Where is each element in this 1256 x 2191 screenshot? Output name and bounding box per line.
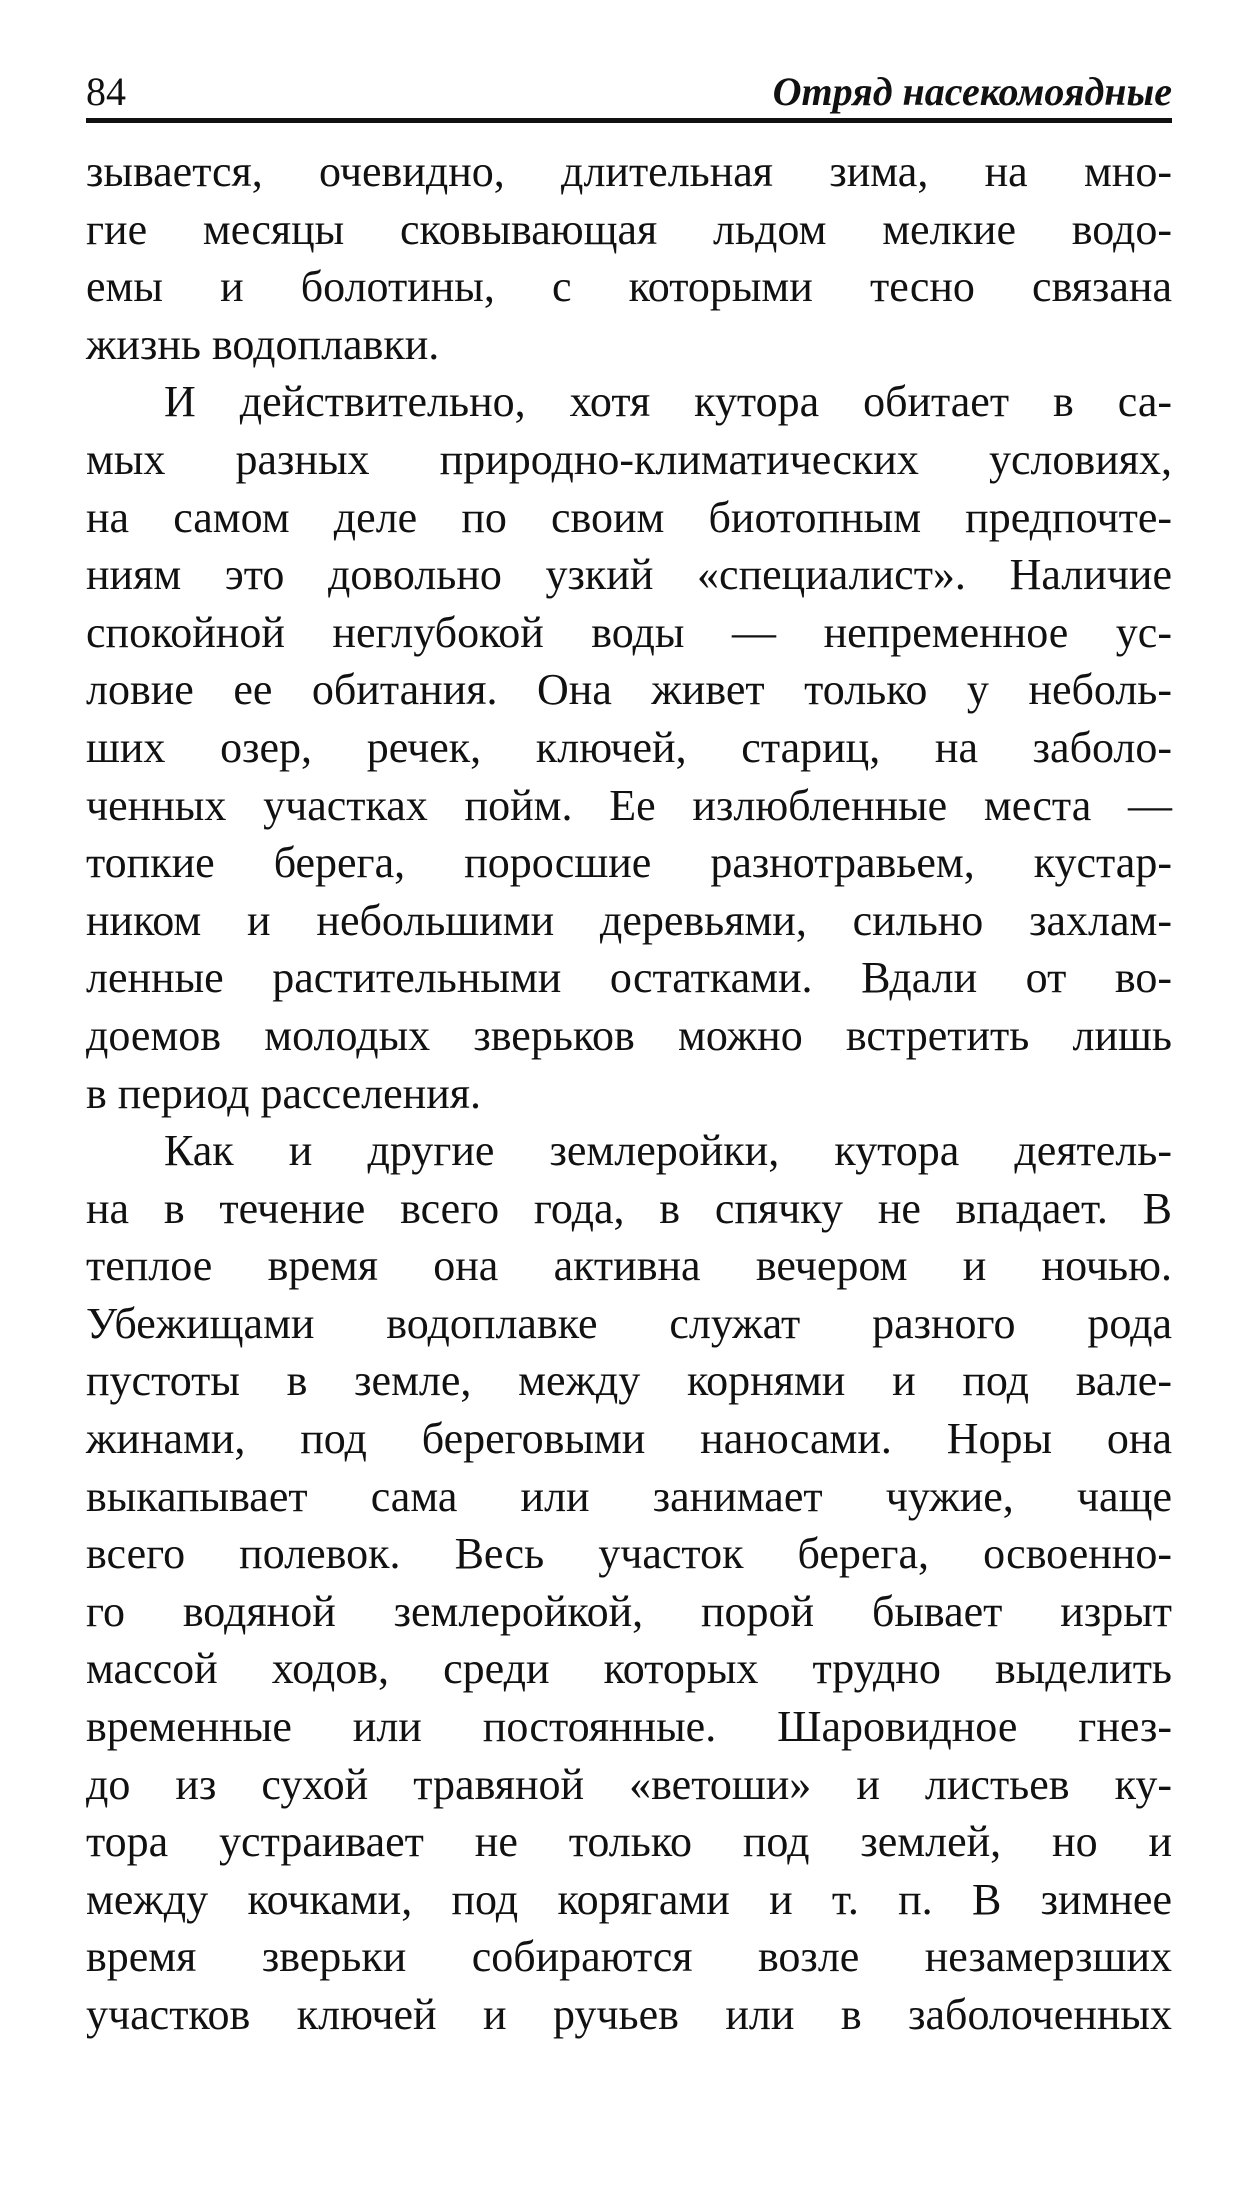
text-line: И действительно, хотя кутора обитает в са- — [164, 377, 1172, 427]
text-line: го водяной землеройкой, порой бывает изрыт — [86, 1586, 1172, 1636]
text-line: ниям это довольно узкий «специалист». Наличие — [86, 550, 1172, 600]
running-header — [86, 60, 1172, 123]
paragraph — [86, 143, 1172, 373]
text-line: емы и болотины, с которыми тесно связана — [86, 262, 1172, 312]
text-line: Как и другие землеройки, кутора деятель- — [164, 1126, 1172, 1176]
text-line: в период расселения. — [86, 1068, 481, 1118]
text-line: жинами, под береговыми наносами. Норы она — [86, 1414, 1172, 1464]
text-line: между кочками, под корягами и т. п. В зимнее — [86, 1874, 1172, 1924]
paragraph — [86, 373, 1172, 1122]
text-line: теплое время она активна вечером и ночью. — [86, 1241, 1172, 1291]
text-line: участков ключей и ручьев или в заболоченных — [86, 1990, 1172, 2039]
text-line: ловие ее обитания. Она живет только у неболь- — [86, 665, 1172, 715]
text-line: топкие берега, поросшие разнотравьем, кустар- — [86, 838, 1172, 888]
paragraph — [86, 1122, 1172, 2044]
text-line: выкапывает сама или занимает чужие, чаще — [86, 1471, 1172, 1521]
text-line: тора устраивает не только под землей, но и — [86, 1817, 1172, 1867]
text-line: доемов молодых зверьков можно встретить лишь — [86, 1010, 1172, 1060]
text-line: ленные растительными остатками. Вдали от во- — [86, 953, 1172, 1003]
text-line: спокойной неглубокой воды — непременное ус- — [86, 607, 1172, 657]
text-line: гие месяцы сковывающая льдом мелкие водо- — [86, 204, 1172, 254]
text-line: ченных участках пойм. Ее излюбленные места — — [86, 780, 1172, 830]
text-line: на самом деле по своим биотопным предпочте- — [86, 492, 1172, 542]
text-line: мых разных природно-климатических условиях, — [86, 434, 1172, 484]
text-line: на в течение всего года, в спячку не впадает. В — [86, 1183, 1172, 1233]
text-line: массой ходов, среди которых трудно выделить — [86, 1644, 1172, 1694]
body-text — [86, 143, 1172, 2044]
page-number: 84 — [86, 69, 126, 114]
book-page — [86, 60, 1172, 2044]
text-line: ником и небольшими деревьями, сильно захлам- — [86, 895, 1172, 945]
text-line: Убежищами водоплавке служат разного рода — [86, 1298, 1172, 1348]
text-line: временные или постоянные. Шаровидное гнез- — [86, 1702, 1172, 1752]
text-line: ших озер, речек, ключей, стариц, на заболо- — [86, 722, 1172, 772]
text-line: до из сухой травяной «ветоши» и листьев ку- — [86, 1759, 1172, 1809]
text-line: всего полевок. Весь участок берега, освоенно- — [86, 1529, 1172, 1579]
text-line: время зверьки собираются возле незамерзших — [86, 1932, 1172, 1982]
section-title: Отряд насекомоядные — [772, 69, 1172, 114]
text-line: пустоты в земле, между корнями и под вале- — [86, 1356, 1172, 1406]
text-line: зывается, очевидно, длительная зима, на мно- — [86, 147, 1172, 196]
text-line: жизнь водоплавки. — [86, 319, 440, 369]
